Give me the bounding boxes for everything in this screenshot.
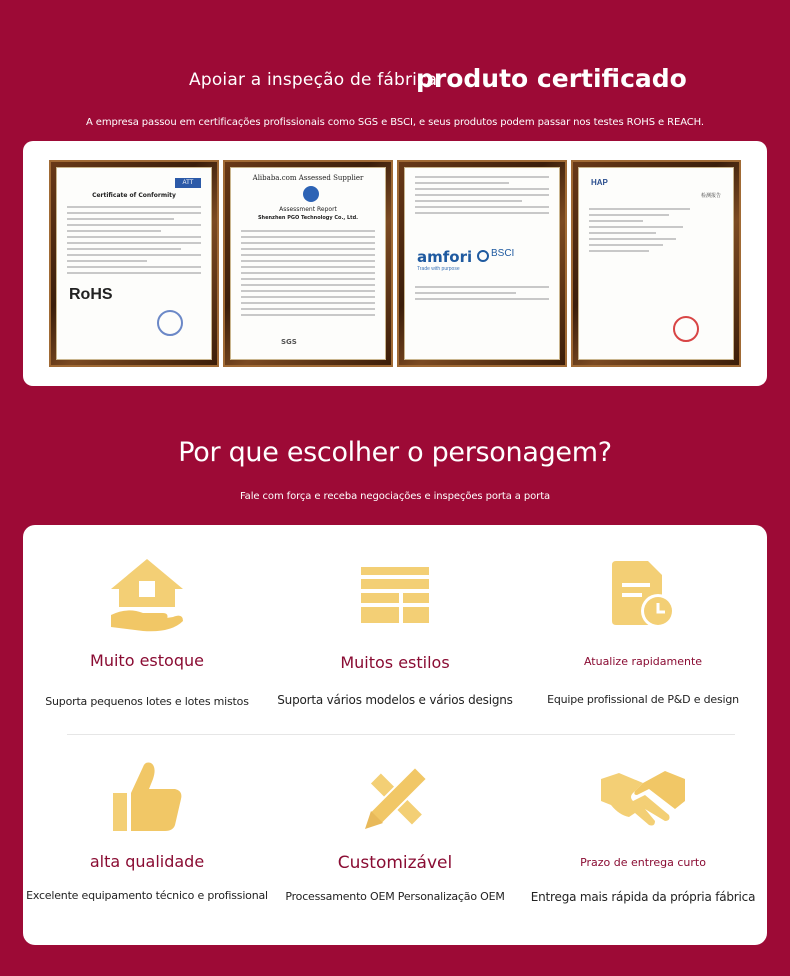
- feature-title: Muito estoque: [90, 651, 204, 670]
- certification-heading: [0, 60, 790, 110]
- sgs-mark: SGS: [281, 338, 297, 346]
- house-hand-icon: [107, 555, 187, 640]
- amfori-logo: amfori: [417, 248, 473, 266]
- feature-quality: [23, 735, 271, 945]
- report-table-lines: [241, 230, 375, 320]
- why-choose-title: Por que escolher o personagem?: [178, 437, 612, 468]
- handshake-icon: [599, 765, 687, 836]
- feature-stock: [23, 525, 271, 734]
- feature-desc: Entrega mais rápida da própria fábrica: [530, 890, 756, 904]
- certificate-frame-alibaba: [223, 160, 393, 367]
- feature-title: Atualize rapidamente: [583, 655, 703, 668]
- why-choose-subtitle: Fale com força e receba negociações e inspeções porta a porta: [239, 491, 551, 502]
- certificate-frame-test-report: [571, 160, 741, 367]
- bsci-ring-icon: [477, 250, 489, 262]
- feature-desc: Suporta vários modelos e vários designs: [277, 693, 513, 707]
- rohs-mark: RoHS: [69, 286, 113, 303]
- feature-title: Customizável: [337, 853, 453, 873]
- thumbs-up-icon: [109, 759, 185, 840]
- certificate-paper: [404, 167, 560, 360]
- certificate-paper: [56, 167, 212, 360]
- feature-title: Prazo de entrega curto: [580, 856, 706, 869]
- heading-certified-product: produto certificado: [416, 64, 687, 93]
- assessment-report-label: Assessment Report: [279, 206, 337, 213]
- feature-styles: [271, 525, 519, 734]
- amfori-tagline: Trade with purpose: [417, 266, 460, 272]
- bsci-body-lines: [415, 286, 549, 304]
- certificates-panel: [23, 141, 767, 386]
- red-stamp-icon: [673, 316, 699, 342]
- feature-customizable: [271, 735, 519, 945]
- feature-desc: Processamento OEM Personalização OEM: [285, 890, 505, 903]
- hap-logo: HAP: [591, 178, 608, 187]
- feature-update: [519, 525, 767, 734]
- feature-desc: Suporta pequenos lotes e lotes mistos: [45, 695, 249, 708]
- stamp-icon: [157, 310, 183, 336]
- certificate-title: Certificate of Conformity: [92, 192, 176, 199]
- company-name: Shenzhen PGO Technology Co., Ltd.: [257, 215, 359, 221]
- document-clock-icon: [608, 559, 678, 636]
- att-logo: ATT: [175, 178, 201, 188]
- certification-subtitle: A empresa passou em certificações profissionais como SGS e BSCI, e seus produtos podem passar nos testes ROHS e REACH.: [85, 117, 704, 128]
- bsci-header-lines: [415, 176, 549, 218]
- certificate-text-lines: [67, 206, 201, 278]
- certificate-frame-rohs: [49, 160, 219, 367]
- bsci-mark: BSCI: [491, 248, 515, 259]
- feature-delivery: [519, 735, 767, 945]
- test-report-title: 检测报告: [700, 193, 721, 199]
- test-report-lines: [589, 208, 723, 256]
- features-panel: [23, 525, 767, 945]
- feature-title: alta qualidade: [89, 852, 205, 871]
- alibaba-title: Alibaba.com Assessed Supplier: [252, 174, 364, 182]
- feature-desc: Excelente equipamento técnico e profissional: [26, 889, 268, 902]
- certificate-frame-bsci: [397, 160, 567, 367]
- feature-desc: Equipe profissional de P&D e design: [547, 693, 739, 706]
- heading-factory-inspection: Apoiar a inspeção de fábrica: [189, 70, 438, 90]
- certificate-paper: [230, 167, 386, 360]
- styles-list-icon: [359, 565, 431, 630]
- assessed-seal-icon: [303, 186, 319, 202]
- feature-title: Muitos estilos: [340, 653, 450, 672]
- pencil-ruler-icon: [357, 761, 433, 842]
- certificate-paper: [578, 167, 734, 360]
